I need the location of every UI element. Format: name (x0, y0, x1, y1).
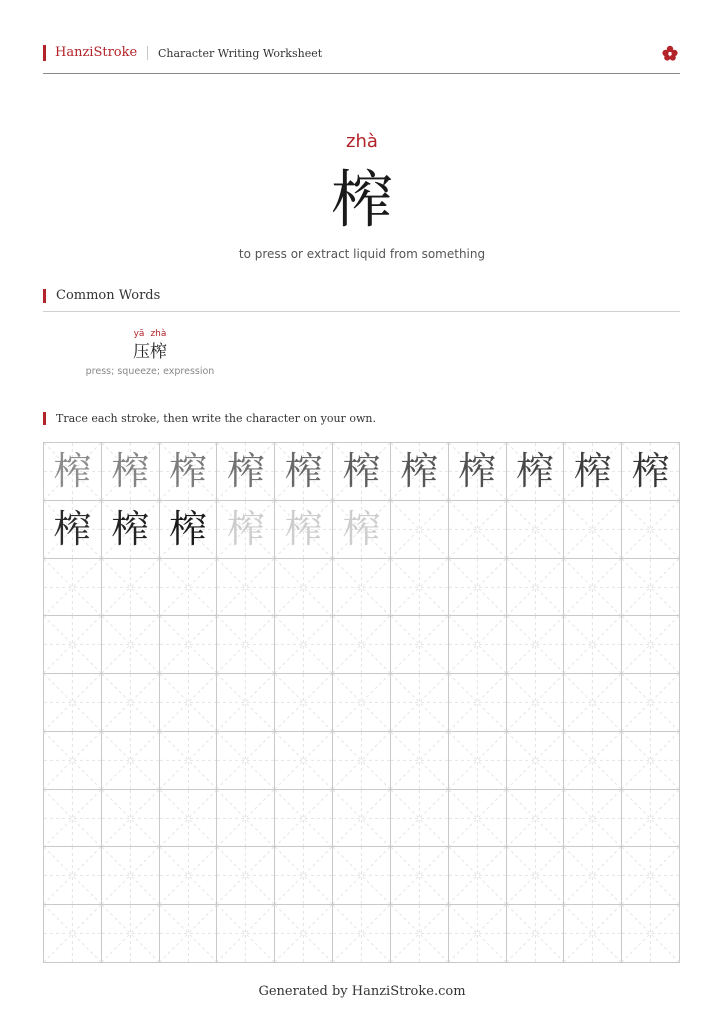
practice-cell[interactable] (622, 732, 680, 790)
cell-guide-lines (622, 732, 679, 789)
practice-cell[interactable] (160, 616, 218, 674)
cell-guide-lines (391, 732, 448, 789)
practice-cell[interactable] (564, 616, 622, 674)
practice-cell[interactable] (217, 790, 275, 848)
cell-guide-lines (391, 790, 448, 847)
practice-cell[interactable] (333, 847, 391, 905)
cell-guide-lines (333, 674, 390, 731)
cell-guide-lines (564, 732, 621, 789)
practice-cell[interactable] (160, 501, 218, 559)
practice-cell[interactable] (333, 732, 391, 790)
cell-guide-lines (160, 790, 217, 847)
cell-guide-lines (333, 732, 390, 789)
stroke-order-glyph: 榨 (284, 449, 323, 494)
stroke-order-glyph: 榨 (515, 449, 554, 494)
cell-guide-lines (564, 559, 621, 616)
cell-guide-lines (275, 674, 332, 731)
practice-cell[interactable] (449, 790, 507, 848)
stroke-order-glyph: 榨 (342, 449, 381, 494)
practice-cell[interactable] (449, 501, 507, 559)
practice-cell[interactable] (102, 616, 160, 674)
stroke-order-glyph: 榨 (111, 507, 150, 552)
practice-cell[interactable] (449, 559, 507, 617)
cell-guide-lines (160, 616, 217, 673)
cell-guide-lines (102, 616, 159, 673)
practice-cell[interactable] (564, 732, 622, 790)
practice-cell[interactable] (333, 674, 391, 732)
practice-cell[interactable] (275, 905, 333, 963)
instruction-accent-bar (43, 412, 46, 425)
cell-guide-lines (333, 559, 390, 616)
practice-cell[interactable] (217, 616, 275, 674)
cell-guide-lines (449, 790, 506, 847)
practice-cell[interactable] (564, 790, 622, 848)
common-word-item[interactable] (80, 329, 220, 377)
cell-guide-lines (391, 616, 448, 673)
cell-guide-lines (275, 732, 332, 789)
cell-guide-lines (160, 559, 217, 616)
cell-guide-lines (564, 790, 621, 847)
practice-cell[interactable] (275, 674, 333, 732)
practice-cell[interactable] (44, 616, 102, 674)
cell-guide-lines (44, 905, 101, 962)
practice-cell[interactable] (622, 616, 680, 674)
cell-guide-lines (449, 616, 506, 673)
cell-guide-lines (44, 790, 101, 847)
practice-cell[interactable] (333, 790, 391, 848)
practice-cell[interactable] (507, 559, 565, 617)
footer-credit: Generated by HanziStroke.com (258, 984, 466, 999)
practice-cell[interactable] (391, 443, 449, 501)
cell-guide-lines (44, 674, 101, 731)
practice-cell[interactable] (564, 559, 622, 617)
practice-cell[interactable] (449, 616, 507, 674)
cell-guide-lines (102, 905, 159, 962)
practice-cell[interactable] (391, 847, 449, 905)
practice-cell[interactable] (102, 847, 160, 905)
practice-cell[interactable] (217, 674, 275, 732)
practice-cell[interactable] (333, 501, 391, 559)
practice-cell[interactable] (217, 559, 275, 617)
cell-guide-lines (622, 847, 679, 904)
cell-guide-lines (507, 674, 564, 731)
cell-guide-lines (44, 847, 101, 904)
practice-cell[interactable] (564, 905, 622, 963)
practice-cell[interactable] (102, 559, 160, 617)
practice-cell[interactable] (391, 674, 449, 732)
stroke-order-glyph: 榨 (53, 507, 92, 552)
practice-cell[interactable] (449, 847, 507, 905)
stroke-order-glyph: 榨 (573, 449, 612, 494)
cell-guide-lines (160, 905, 217, 962)
cell-guide-lines (44, 732, 101, 789)
practice-cell[interactable] (44, 443, 102, 501)
practice-cell[interactable] (275, 732, 333, 790)
practice-cell[interactable] (507, 443, 565, 501)
cell-guide-lines (391, 905, 448, 962)
stroke-order-glyph: 榨 (111, 449, 150, 494)
trace-glyph: 榨 (284, 507, 323, 552)
practice-cell[interactable] (391, 616, 449, 674)
cell-guide-lines (449, 674, 506, 731)
cell-guide-lines (275, 616, 332, 673)
cell-guide-lines (507, 501, 564, 558)
word-pinyin (80, 329, 220, 341)
stroke-order-glyph: 榨 (169, 449, 208, 494)
practice-cell[interactable] (160, 732, 218, 790)
cell-guide-lines (102, 559, 159, 616)
cell-guide-lines (217, 674, 274, 731)
cell-guide-lines (333, 847, 390, 904)
cell-guide-lines (102, 674, 159, 731)
cell-guide-lines (217, 905, 274, 962)
practice-cell[interactable] (217, 443, 275, 501)
practice-cell[interactable] (564, 847, 622, 905)
practice-grid (43, 442, 680, 963)
cell-guide-lines (564, 501, 621, 558)
practice-cell[interactable] (391, 732, 449, 790)
cell-guide-lines (564, 674, 621, 731)
word-pinyin-syllable: zhà (150, 329, 167, 339)
practice-cell[interactable] (217, 732, 275, 790)
practice-cell[interactable] (449, 674, 507, 732)
practice-cell[interactable] (333, 616, 391, 674)
cell-guide-lines (507, 732, 564, 789)
practice-cell[interactable] (507, 674, 565, 732)
cell-guide-lines (102, 790, 159, 847)
practice-cell[interactable] (622, 905, 680, 963)
practice-cell[interactable] (507, 847, 565, 905)
practice-cell[interactable] (44, 905, 102, 963)
practice-cell[interactable] (564, 443, 622, 501)
cell-guide-lines (622, 790, 679, 847)
cell-guide-lines (44, 559, 101, 616)
practice-cell[interactable] (564, 501, 622, 559)
practice-cell[interactable] (102, 443, 160, 501)
practice-cell[interactable] (102, 790, 160, 848)
practice-cell[interactable] (275, 443, 333, 501)
cell-guide-lines (449, 501, 506, 558)
cell-guide-lines (449, 559, 506, 616)
practice-cell[interactable] (160, 847, 218, 905)
cell-guide-lines (507, 616, 564, 673)
practice-cell[interactable] (217, 905, 275, 963)
practice-cell[interactable] (275, 616, 333, 674)
cell-guide-lines (622, 559, 679, 616)
practice-cell[interactable] (564, 674, 622, 732)
stroke-order-glyph: 榨 (53, 449, 92, 494)
cell-guide-lines (102, 732, 159, 789)
practice-cell[interactable] (622, 847, 680, 905)
stroke-order-glyph: 榨 (226, 449, 265, 494)
cell-guide-lines (449, 847, 506, 904)
practice-cell[interactable] (622, 790, 680, 848)
practice-cell[interactable] (160, 905, 218, 963)
practice-cell[interactable] (391, 790, 449, 848)
section-divider (43, 311, 680, 312)
practice-cell[interactable] (44, 501, 102, 559)
word-meaning: press; squeeze; expression (85, 366, 215, 377)
practice-cell[interactable] (160, 674, 218, 732)
stroke-order-glyph: 榨 (458, 449, 497, 494)
practice-cell[interactable] (102, 732, 160, 790)
cell-guide-lines (449, 905, 506, 962)
practice-cell[interactable] (391, 559, 449, 617)
cell-guide-lines (333, 905, 390, 962)
cell-guide-lines (217, 847, 274, 904)
word-pinyin-syllable: yā (133, 329, 145, 339)
cell-guide-lines (564, 905, 621, 962)
practice-cell[interactable] (44, 790, 102, 848)
cell-guide-lines (333, 790, 390, 847)
practice-cell[interactable] (622, 674, 680, 732)
practice-cell[interactable] (622, 559, 680, 617)
cell-guide-lines (391, 501, 448, 558)
cell-guide-lines (217, 790, 274, 847)
practice-cell[interactable] (622, 443, 680, 501)
cell-guide-lines (622, 501, 679, 558)
worksheet-subtitle: Character Writing Worksheet (158, 47, 323, 60)
practice-cell[interactable] (507, 790, 565, 848)
practice-cell[interactable] (507, 905, 565, 963)
practice-cell[interactable] (507, 732, 565, 790)
header-divider (147, 46, 148, 60)
practice-cell[interactable] (449, 732, 507, 790)
cell-guide-lines (44, 616, 101, 673)
practice-cell[interactable] (391, 501, 449, 559)
practice-cell[interactable] (275, 847, 333, 905)
practice-cell[interactable] (507, 616, 565, 674)
character-meaning: to press or extract liquid from something (238, 247, 486, 261)
practice-cell[interactable] (449, 443, 507, 501)
featured-character: 榨 (330, 163, 393, 236)
practice-cell[interactable] (333, 559, 391, 617)
practice-cell[interactable] (449, 905, 507, 963)
cell-guide-lines (622, 905, 679, 962)
practice-cell[interactable] (160, 443, 218, 501)
cell-guide-lines (275, 790, 332, 847)
stroke-order-glyph: 榨 (400, 449, 439, 494)
practice-cell[interactable] (275, 790, 333, 848)
practice-cell[interactable] (44, 847, 102, 905)
practice-cell[interactable] (44, 559, 102, 617)
cell-guide-lines (391, 674, 448, 731)
cell-guide-lines (507, 905, 564, 962)
practice-cell[interactable] (391, 905, 449, 963)
practice-cell[interactable] (102, 501, 160, 559)
word-characters: 压榨 (133, 342, 167, 362)
practice-cell[interactable] (333, 905, 391, 963)
cell-guide-lines (622, 674, 679, 731)
cell-guide-lines (160, 674, 217, 731)
practice-cell[interactable] (217, 501, 275, 559)
cell-guide-lines (622, 616, 679, 673)
cell-guide-lines (275, 559, 332, 616)
cell-guide-lines (102, 847, 159, 904)
section-accent-bar (43, 289, 46, 303)
practice-cell[interactable] (160, 790, 218, 848)
practice-cell[interactable] (275, 559, 333, 617)
cell-guide-lines (507, 847, 564, 904)
brand-name[interactable]: HanziStroke (55, 45, 138, 60)
cell-guide-lines (217, 732, 274, 789)
practice-instruction: Trace each stroke, then write the character on your own. (56, 412, 376, 425)
cell-guide-lines (391, 559, 448, 616)
cell-guide-lines (449, 732, 506, 789)
practice-cell[interactable] (44, 732, 102, 790)
cell-guide-lines (160, 847, 217, 904)
cell-guide-lines (275, 905, 332, 962)
practice-cell[interactable] (217, 847, 275, 905)
practice-cell[interactable] (102, 674, 160, 732)
practice-cell[interactable] (622, 501, 680, 559)
plum-blossom-icon (662, 45, 678, 61)
cell-guide-lines (564, 847, 621, 904)
cell-guide-lines (333, 616, 390, 673)
stroke-order-glyph: 榨 (169, 507, 208, 552)
cell-guide-lines (217, 559, 274, 616)
cell-guide-lines (217, 616, 274, 673)
worksheet-header (43, 44, 680, 74)
cell-guide-lines (507, 790, 564, 847)
practice-cell[interactable] (275, 501, 333, 559)
practice-cell[interactable] (507, 501, 565, 559)
cell-guide-lines (564, 616, 621, 673)
trace-glyph: 榨 (342, 507, 381, 552)
common-words-heading: Common Words (56, 288, 161, 303)
practice-cell[interactable] (102, 905, 160, 963)
cell-guide-lines (160, 732, 217, 789)
character-pinyin: zhà (346, 131, 378, 152)
cell-guide-lines (391, 847, 448, 904)
brand-accent-bar (43, 45, 46, 61)
cell-guide-lines (507, 559, 564, 616)
practice-cell[interactable] (333, 443, 391, 501)
trace-glyph: 榨 (226, 507, 265, 552)
practice-cell[interactable] (160, 559, 218, 617)
cell-guide-lines (275, 847, 332, 904)
stroke-order-glyph: 榨 (631, 449, 670, 494)
practice-cell[interactable] (44, 674, 102, 732)
